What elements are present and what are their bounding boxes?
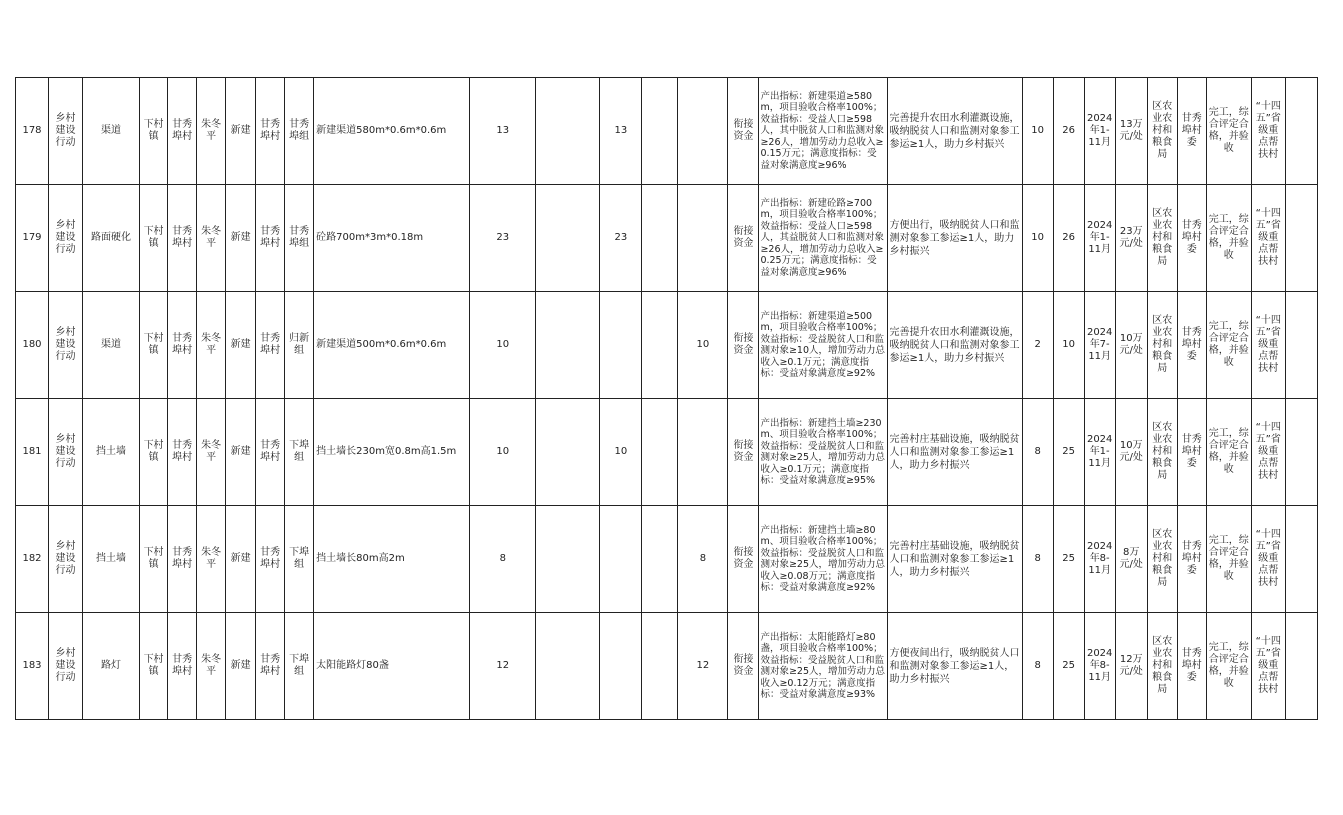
fund-source-cell: 衔接资金 bbox=[728, 292, 759, 399]
leader-cell: 朱冬平 bbox=[197, 613, 226, 720]
responsible-department-cell: 区农业农村和粮食局 bbox=[1147, 399, 1177, 506]
benefit-mechanism-cell: 完善提升农田水利灌溉设施，吸纳脱贫人口和监测对象参工参运≥1人，助力乡村振兴 bbox=[887, 292, 1022, 399]
responsible-department-cell: 区农业农村和粮食局 bbox=[1147, 78, 1177, 185]
project-type-cell: 挡土墙 bbox=[83, 506, 140, 613]
project-owner-cell: 甘秀埠村委 bbox=[1177, 185, 1206, 292]
performance-indicator-cell: 产出指标：新建渠道≥500m，项目验收合格率100%；效益指标：受益脱贫人口和监测对象≥10人，增加劳动力总收入≥0.1万元；满意度指标：受益对象满意度≥92% bbox=[759, 292, 887, 399]
performance-indicator-cell: 产出指标：新建挡土墙≥80m、项目验收合格率100%；效益指标：受益脱贫人口和监测对象≥25人，增加劳动力总收入≥0.08万元；满意度指标：受益对象满意度≥92% bbox=[759, 506, 887, 613]
leader-cell: 朱冬平 bbox=[197, 506, 226, 613]
table-body bbox=[16, 78, 1318, 720]
row-number-cell: 181 bbox=[16, 399, 49, 506]
benefit-mechanism-cell: 方便出行，吸纳脱贫人口和监测对象参工参运≥1人，助力乡村振兴 bbox=[887, 185, 1022, 292]
blank-cell bbox=[1285, 292, 1317, 399]
implementation-period-cell: 2024年7-11月 bbox=[1084, 292, 1115, 399]
benefit-mechanism-cell: 方便夜间出行，吸纳脱贫人口和监测对象参工参运≥1人，助力乡村振兴 bbox=[887, 613, 1022, 720]
construction-content-cell: 太阳能路灯80盏 bbox=[314, 613, 470, 720]
total-investment-cell: 23 bbox=[470, 185, 536, 292]
performance-indicator-cell: 产出指标：新建砼路≥700m，项目验收合格率100%；效益指标：受益人口≥598人，其益脱贫人口和监测对象≥26人，增加劳动力总收入≥0.25万元；满意度指标：受益对象满意度≥96% bbox=[759, 185, 887, 292]
project-owner-cell: 甘秀埠村委 bbox=[1177, 78, 1206, 185]
fund-column-2-cell bbox=[600, 613, 642, 720]
blank-cell bbox=[1285, 506, 1317, 613]
acceptance-status-cell: 完工，综合评定合格，并验收 bbox=[1206, 185, 1251, 292]
households-count-cell: 8 bbox=[1022, 613, 1053, 720]
fund-column-3-cell bbox=[642, 506, 678, 613]
construction-nature-cell: 新建 bbox=[226, 613, 256, 720]
town-cell: 下村镇 bbox=[140, 613, 168, 720]
responsible-department-cell: 区农业农村和粮食局 bbox=[1147, 613, 1177, 720]
category-cell: 乡村建设行动 bbox=[49, 292, 83, 399]
construction-content-cell: 新建渠道580m*0.6m*0.6m bbox=[314, 78, 470, 185]
fund-column-2-cell: 10 bbox=[600, 399, 642, 506]
performance-indicator-cell: 产出指标：新建挡土墙≥230m、项目验收合格率100%；效益指标：受益脱贫人口和监测对象≥25人，增加劳动力总收入≥0.1万元；满意度指标：受益对象满意度≥95% bbox=[759, 399, 887, 506]
construction-content-cell: 砼路700m*3m*0.18m bbox=[314, 185, 470, 292]
blank-cell bbox=[1285, 399, 1317, 506]
total-investment-cell: 10 bbox=[470, 399, 536, 506]
leader-cell: 朱冬平 bbox=[197, 78, 226, 185]
persons-count-cell: 26 bbox=[1053, 78, 1084, 185]
remark-cell: “十四五”省级重点帮扶村 bbox=[1251, 613, 1285, 720]
fund-column-3-cell bbox=[642, 399, 678, 506]
performance-indicator-cell: 产出指标：新建渠道≥580m，项目验收合格率100%；效益指标：受益人口≥598人，其中脱贫人口和监测对象≥26人，增加劳动力总收入≥0.15万元；满意度指标：受益对象满意度≥96% bbox=[759, 78, 887, 185]
subsidy-standard-cell: 8万元/处 bbox=[1115, 506, 1147, 613]
table-row bbox=[16, 292, 1318, 399]
remark-cell: “十四五”省级重点帮扶村 bbox=[1251, 506, 1285, 613]
households-count-cell: 8 bbox=[1022, 506, 1053, 613]
fund-column-2-cell bbox=[600, 506, 642, 613]
total-investment-cell: 10 bbox=[470, 292, 536, 399]
fund-column-3-cell bbox=[642, 78, 678, 185]
fund-column-3-cell bbox=[642, 613, 678, 720]
category-cell: 乡村建设行动 bbox=[49, 399, 83, 506]
persons-count-cell: 25 bbox=[1053, 506, 1084, 613]
table-row bbox=[16, 185, 1318, 292]
remark-cell: “十四五”省级重点帮扶村 bbox=[1251, 78, 1285, 185]
fund-source-cell: 衔接资金 bbox=[728, 613, 759, 720]
project-owner-cell: 甘秀埠村委 bbox=[1177, 506, 1206, 613]
implementation-period-cell: 2024年1-11月 bbox=[1084, 399, 1115, 506]
persons-count-cell: 25 bbox=[1053, 399, 1084, 506]
benefit-mechanism-cell: 完善提升农田水利灌溉设施，吸纳脱贫人口和监测对象参工参运≥1人，助力乡村振兴 bbox=[887, 78, 1022, 185]
persons-count-cell: 10 bbox=[1053, 292, 1084, 399]
table-row bbox=[16, 613, 1318, 720]
blank-cell bbox=[1285, 185, 1317, 292]
town-cell: 下村镇 bbox=[140, 78, 168, 185]
project-type-cell: 渠道 bbox=[83, 78, 140, 185]
project-type-cell: 路灯 bbox=[83, 613, 140, 720]
category-cell: 乡村建设行动 bbox=[49, 506, 83, 613]
construction-nature-cell: 新建 bbox=[226, 185, 256, 292]
implementation-period-cell: 2024年1-11月 bbox=[1084, 78, 1115, 185]
village-cell: 甘秀埠村 bbox=[168, 78, 197, 185]
construction-nature-cell: 新建 bbox=[226, 292, 256, 399]
construction-content-cell: 挡土墙长230m宽0.8m高1.5m bbox=[314, 399, 470, 506]
location-group-cell: 下埠组 bbox=[285, 399, 314, 506]
construction-content-cell: 挡土墙长80m高2m bbox=[314, 506, 470, 613]
location-group-cell: 下埠组 bbox=[285, 506, 314, 613]
total-investment-cell: 12 bbox=[470, 613, 536, 720]
location-group-cell: 归新组 bbox=[285, 292, 314, 399]
fund-column-4-cell: 8 bbox=[678, 506, 728, 613]
fund-column-3-cell bbox=[642, 185, 678, 292]
village-cell: 甘秀埠村 bbox=[168, 292, 197, 399]
blank-cell bbox=[1285, 613, 1317, 720]
remark-cell: “十四五”省级重点帮扶村 bbox=[1251, 292, 1285, 399]
construction-nature-cell: 新建 bbox=[226, 399, 256, 506]
category-cell: 乡村建设行动 bbox=[49, 78, 83, 185]
row-number-cell: 178 bbox=[16, 78, 49, 185]
persons-count-cell: 26 bbox=[1053, 185, 1084, 292]
table-row bbox=[16, 78, 1318, 185]
location-group-cell: 下埠组 bbox=[285, 613, 314, 720]
benefit-mechanism-cell: 完善村庄基础设施，吸纳脱贫人口和监测对象参工参运≥1人，助力乡村振兴 bbox=[887, 506, 1022, 613]
project-owner-cell: 甘秀埠村委 bbox=[1177, 613, 1206, 720]
village-cell: 甘秀埠村 bbox=[168, 399, 197, 506]
row-number-cell: 179 bbox=[16, 185, 49, 292]
location-village-cell: 甘秀埠村 bbox=[256, 399, 285, 506]
fund-column-4-cell: 10 bbox=[678, 292, 728, 399]
project-owner-cell: 甘秀埠村委 bbox=[1177, 399, 1206, 506]
leader-cell: 朱冬平 bbox=[197, 399, 226, 506]
remark-cell: “十四五”省级重点帮扶村 bbox=[1251, 399, 1285, 506]
row-number-cell: 183 bbox=[16, 613, 49, 720]
fund-column-4-cell bbox=[678, 399, 728, 506]
subsidy-standard-cell: 10万元/处 bbox=[1115, 292, 1147, 399]
construction-nature-cell: 新建 bbox=[226, 506, 256, 613]
acceptance-status-cell: 完工，综合评定合格，并验收 bbox=[1206, 399, 1251, 506]
town-cell: 下村镇 bbox=[140, 292, 168, 399]
responsible-department-cell: 区农业农村和粮食局 bbox=[1147, 506, 1177, 613]
blank-cell bbox=[1285, 78, 1317, 185]
households-count-cell: 10 bbox=[1022, 78, 1053, 185]
location-village-cell: 甘秀埠村 bbox=[256, 506, 285, 613]
performance-indicator-cell: 产出指标：太阳能路灯≥80盏，项目验收合格率100%；效益指标：受益脱贫人口和监测对象≥25人，增加劳动力总收入≥0.12万元；满意度指标：受益对象满意度≥93% bbox=[759, 613, 887, 720]
construction-content-cell: 新建渠道500m*0.6m*0.6m bbox=[314, 292, 470, 399]
persons-count-cell: 25 bbox=[1053, 613, 1084, 720]
project-owner-cell: 甘秀埠村委 bbox=[1177, 292, 1206, 399]
fund-column-2-cell: 13 bbox=[600, 78, 642, 185]
location-village-cell: 甘秀埠村 bbox=[256, 78, 285, 185]
town-cell: 下村镇 bbox=[140, 399, 168, 506]
project-type-cell: 路面硬化 bbox=[83, 185, 140, 292]
location-village-cell: 甘秀埠村 bbox=[256, 613, 285, 720]
location-group-cell: 甘秀埠组 bbox=[285, 185, 314, 292]
fund-source-cell: 衔接资金 bbox=[728, 78, 759, 185]
subsidy-standard-cell: 23万元/处 bbox=[1115, 185, 1147, 292]
fund-column-3-cell bbox=[642, 292, 678, 399]
location-village-cell: 甘秀埠村 bbox=[256, 292, 285, 399]
responsible-department-cell: 区农业农村和粮食局 bbox=[1147, 185, 1177, 292]
leader-cell: 朱冬平 bbox=[197, 185, 226, 292]
fund-source-cell: 衔接资金 bbox=[728, 506, 759, 613]
category-cell: 乡村建设行动 bbox=[49, 613, 83, 720]
category-cell: 乡村建设行动 bbox=[49, 185, 83, 292]
fund-column-1-cell bbox=[536, 399, 600, 506]
households-count-cell: 8 bbox=[1022, 399, 1053, 506]
implementation-period-cell: 2024年8-11月 bbox=[1084, 506, 1115, 613]
subsidy-standard-cell: 12万元/处 bbox=[1115, 613, 1147, 720]
fund-column-1-cell bbox=[536, 185, 600, 292]
fund-column-2-cell: 23 bbox=[600, 185, 642, 292]
fund-column-1-cell bbox=[536, 613, 600, 720]
acceptance-status-cell: 完工，综合评定合格，并验收 bbox=[1206, 292, 1251, 399]
town-cell: 下村镇 bbox=[140, 506, 168, 613]
remark-cell: “十四五”省级重点帮扶村 bbox=[1251, 185, 1285, 292]
row-number-cell: 180 bbox=[16, 292, 49, 399]
implementation-period-cell: 2024年8-11月 bbox=[1084, 613, 1115, 720]
fund-column-4-cell bbox=[678, 185, 728, 292]
fund-column-4-cell: 12 bbox=[678, 613, 728, 720]
fund-column-4-cell bbox=[678, 78, 728, 185]
location-group-cell: 甘秀埠组 bbox=[285, 78, 314, 185]
project-table bbox=[15, 77, 1318, 720]
subsidy-standard-cell: 13万元/处 bbox=[1115, 78, 1147, 185]
fund-column-1-cell bbox=[536, 292, 600, 399]
table-row bbox=[16, 506, 1318, 613]
responsible-department-cell: 区农业农村和粮食局 bbox=[1147, 292, 1177, 399]
table-row bbox=[16, 399, 1318, 506]
village-cell: 甘秀埠村 bbox=[168, 613, 197, 720]
total-investment-cell: 13 bbox=[470, 78, 536, 185]
households-count-cell: 10 bbox=[1022, 185, 1053, 292]
fund-source-cell: 衔接资金 bbox=[728, 185, 759, 292]
subsidy-standard-cell: 10万元/处 bbox=[1115, 399, 1147, 506]
fund-column-2-cell bbox=[600, 292, 642, 399]
village-cell: 甘秀埠村 bbox=[168, 185, 197, 292]
acceptance-status-cell: 完工，综合评定合格，并验收 bbox=[1206, 78, 1251, 185]
households-count-cell: 2 bbox=[1022, 292, 1053, 399]
village-cell: 甘秀埠村 bbox=[168, 506, 197, 613]
implementation-period-cell: 2024年1-11月 bbox=[1084, 185, 1115, 292]
leader-cell: 朱冬平 bbox=[197, 292, 226, 399]
fund-column-1-cell bbox=[536, 506, 600, 613]
town-cell: 下村镇 bbox=[140, 185, 168, 292]
location-village-cell: 甘秀埠村 bbox=[256, 185, 285, 292]
total-investment-cell: 8 bbox=[470, 506, 536, 613]
benefit-mechanism-cell: 完善村庄基础设施，吸纳脱贫人口和监测对象参工参运≥1人，助力乡村振兴 bbox=[887, 399, 1022, 506]
row-number-cell: 182 bbox=[16, 506, 49, 613]
fund-column-1-cell bbox=[536, 78, 600, 185]
acceptance-status-cell: 完工，综合评定合格，并验收 bbox=[1206, 506, 1251, 613]
project-type-cell: 挡土墙 bbox=[83, 399, 140, 506]
fund-source-cell: 衔接资金 bbox=[728, 399, 759, 506]
acceptance-status-cell: 完工，综合评定合格，并验收 bbox=[1206, 613, 1251, 720]
project-type-cell: 渠道 bbox=[83, 292, 140, 399]
construction-nature-cell: 新建 bbox=[226, 78, 256, 185]
